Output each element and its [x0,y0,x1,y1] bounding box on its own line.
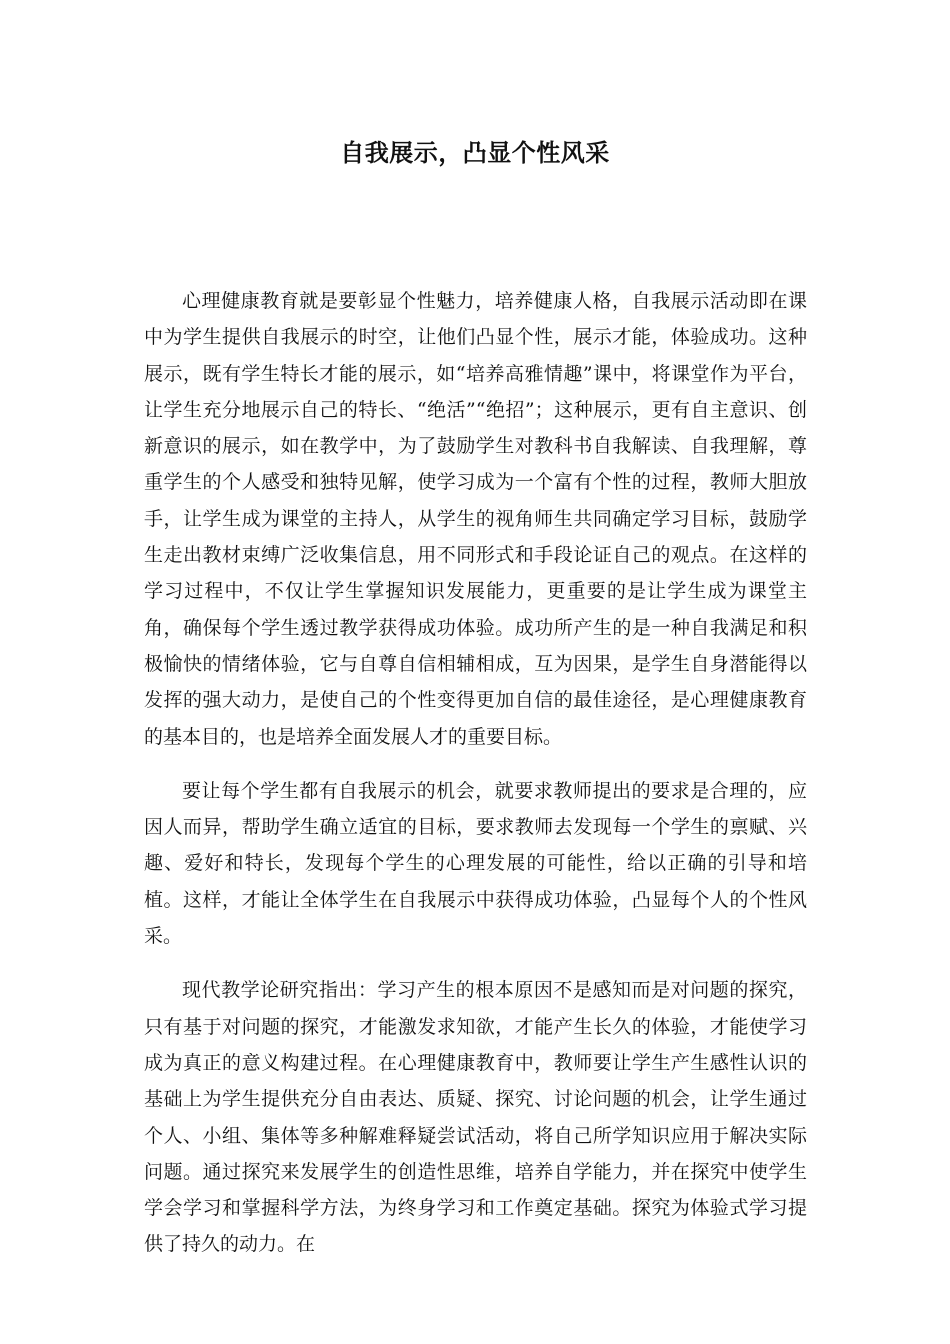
document-title: 自我展示，凸显个性风采 [340,138,610,168]
paragraph-2: 要让每个学生都有自我展示的机会，就要求教师提出的要求是合理的，应因人而异，帮助学生确立适宜的目标，要求教师去发现每一个学生的禀赋、兴趣、爱好和特长，发现每个学生的心理发展的可能性，给以正确的引导和培植。这样，才能让全体学生在自我展示中获得成功体验，凸显每个人的个性风采。 [144,779,807,948]
paragraph-3: 现代教学论研究指出：学习产生的根本原因不是感知而是对问题的探究，只有基于对问题的探究，才能激发求知欲，才能产生长久的体验，才能使学习成为真正的意义构建过程。在心理健康教育中，教师要让学生产生感性认识的基础上为学生提供充分自由表达、质疑、探究、讨论问题的机会，让学生通过个人、小组、集体等多种解难释疑尝试活动，将自己所学知识应用于解决实际问题。通过探究来发展学生的创造性思维，培养自学能力，并在探究中使学生学会学习和掌握科学方法，为终身学习和工作奠定基础。探究为体验式学习提供了持久的动力。在 [144,979,807,1256]
paragraph-1: 心理健康教育就是要彰显个性魅力，培养健康人格，自我展示活动即在课中为学生提供自我展示的时空，让他们凸显个性，展示才能，体验成功。这种展示，既有学生特长才能的展示，如“培养高雅情趣”课中，将课堂作为平台，让学生充分地展示自己的特长、“绝活”“绝招”；这种展示，更有自主意识、创新意识的展示，如在教学中，为了鼓励学生对教科书自我解读、自我理解，尊重学生的个人感受和独特见解，使学习成为一个富有个性的过程，教师大胆放手，让学生成为课堂的主持人，从学生的视角师生共同确定学习目标，鼓励学生走出教材束缚广泛收集信息，用不同形式和手段论证自己的观点。在这样的学习过程中，不仅让学生掌握知识发展能力，更重要的是让学生成为课堂主角，确保每个学生透过教学获得成功体验。成功所产生的是一种自我满足和积极愉快的情绪体验，它与自尊自信相辅相成，互为因果，是学生自身潜能得以发挥的强大动力，是使自己的个性变得更加自信的最佳途径，是心理健康教育的基本目的，也是培养全面发展人才的重要目标。 [144,290,807,748]
document-body [144,283,807,1263]
